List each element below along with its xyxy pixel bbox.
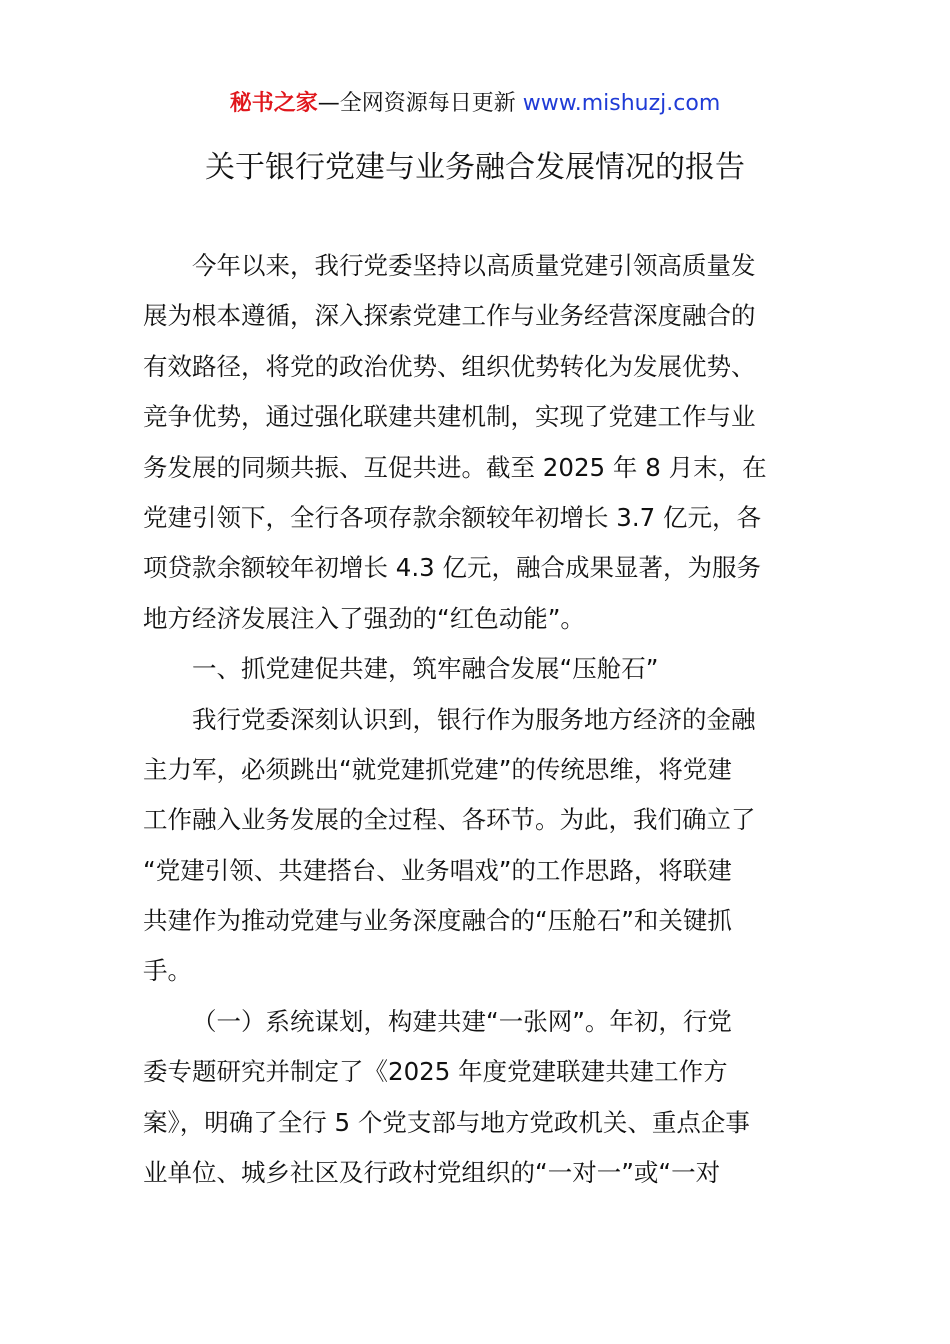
paragraph-line: 工作融入业务发展的全过程、各环节。为此，我们确立了 — [143, 805, 756, 835]
document-body — [143, 246, 809, 1203]
paragraph-line: 有效路径，将党的政治优势、组织优势转化为发展优势、 — [143, 351, 756, 381]
paragraph-line: 主力军，必须跳出“就党建抓党建”的传统思维，将党建 — [143, 754, 732, 784]
brand-name: 秘书之家 — [229, 91, 318, 116]
paragraph-line: 我行党委深刻认识到，银行作为服务地方经济的金融 — [192, 704, 756, 734]
paragraph-line: 地方经济发展注入了强劲的“红色动能”。 — [143, 603, 585, 633]
paragraph-line: 共建作为推动党建与业务深度融合的“压舱石”和关键抓 — [143, 906, 732, 936]
paragraph-line: （一）系统谋划，构建共建“一张网”。年初，行党 — [192, 1006, 732, 1036]
site-url-link[interactable]: www.mishuzj.com — [522, 91, 721, 116]
paragraph-line: 务发展的同频共振、互促共进。截至 2025 年 8 月末，在 — [143, 452, 767, 482]
paragraph-line: 展为根本遵循，深入探索党建工作与业务经营深度融合的 — [143, 301, 756, 331]
section-heading: 一、抓党建促共建，筑牢融合发展“压舱石” — [192, 654, 659, 684]
document-title: 关于银行党建与业务融合发展情况的报告 — [205, 150, 745, 185]
paragraph-line: “党建引领、共建搭台、业务唱戏”的工作思路，将联建 — [143, 855, 732, 885]
paragraph-line: 今年以来，我行党委坚持以高质量党建引领高质量发 — [192, 251, 756, 280]
paragraph-line: 案》，明确了全行 5 个党支部与地方党政机关、重点企事 — [143, 1107, 750, 1137]
paragraph-line: 手。 — [143, 956, 192, 986]
paragraph-line: 竞争优势，通过强化联建共建机制，实现了党建工作与业 — [143, 402, 756, 432]
paragraph-line: 项贷款余额较年初增长 4.3 亿元，融合成果显著，为服务 — [143, 553, 762, 583]
site-header — [0, 88, 950, 120]
paragraph-line: 委专题研究并制定了《2025 年度党建联建共建工作方 — [143, 1057, 728, 1087]
paragraph-line: 业单位、城乡社区及行政村党组织的“一对一”或“一对 — [143, 1158, 721, 1188]
header-tagline: —全网资源每日更新 — [317, 91, 523, 116]
paragraph-line: 党建引领下，全行各项存款余额较年初增长 3.7 亿元，各 — [143, 502, 762, 532]
